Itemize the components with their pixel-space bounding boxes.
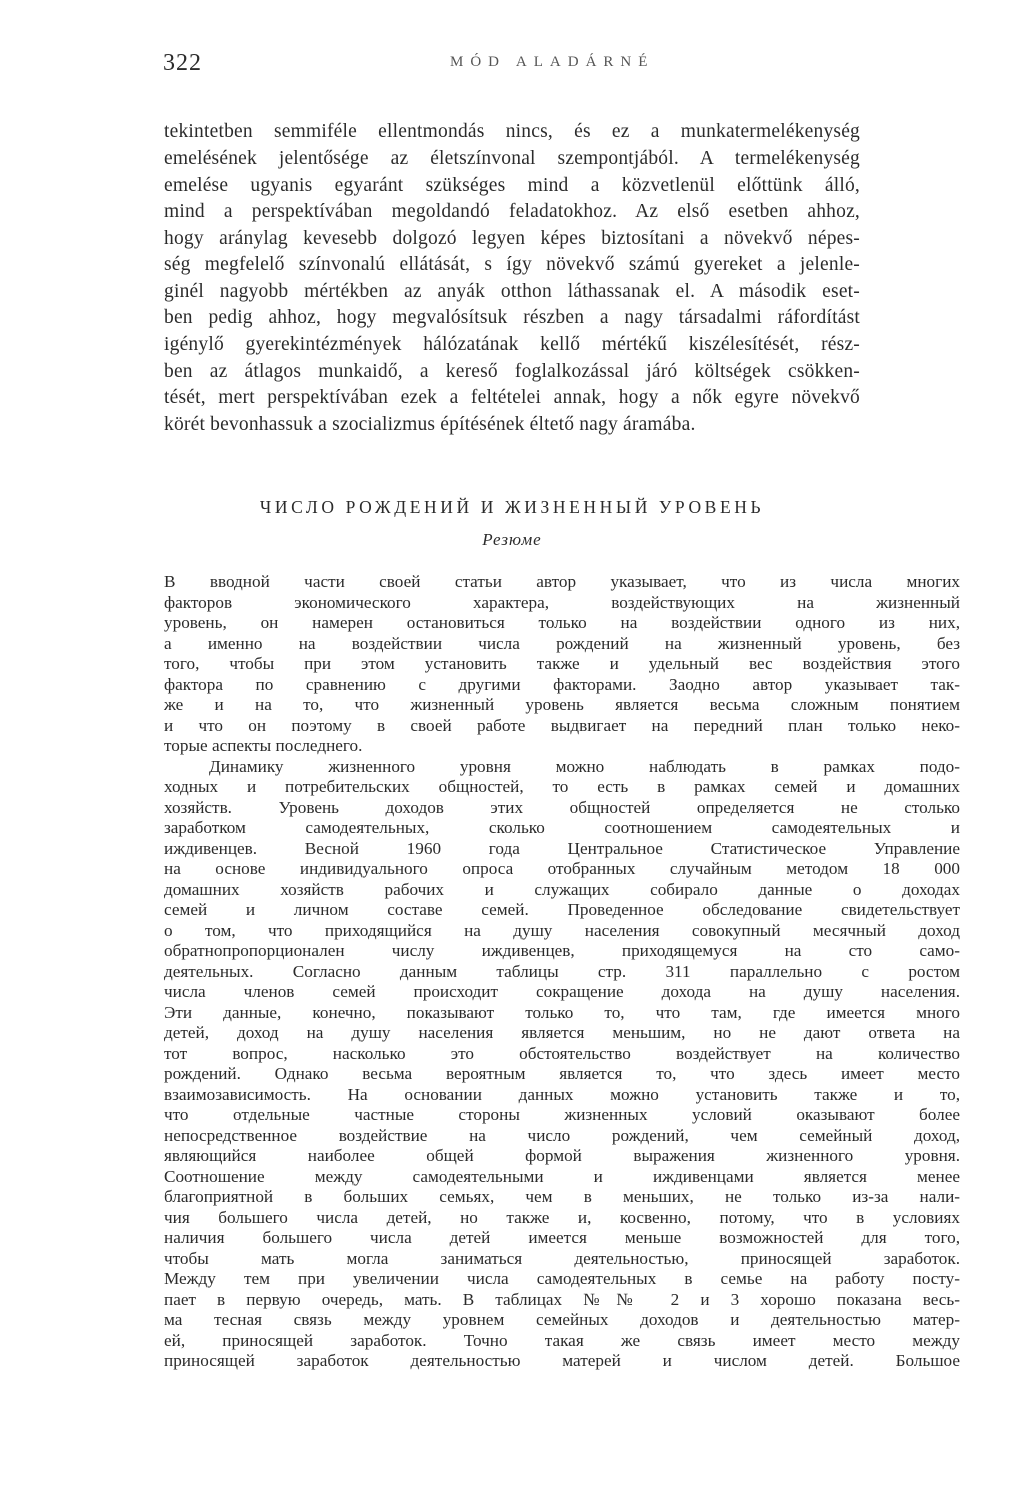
text-line: ginél nagyobb mértékben az anyák otthon láthassanak el. A második eset- <box>164 281 860 302</box>
text-line: ség megfelelő színvonalú ellátását, s így növekvő számú gyereket a jelenle- <box>164 254 860 275</box>
text-line: mind a perspektívában megoldandó feladatokhoz. Az első esetben ahhoz, <box>164 201 860 222</box>
text-line: непосредственное воздействие на число рождений, чем семейный доход, <box>164 1126 960 1145</box>
text-line: о том, что приходящийся на душу населения совокупный месячный доход <box>164 921 960 940</box>
text-line: пает в первую очередь, мать. В таблицах №№ 2 и 3 хорошо показана весь- <box>164 1290 960 1309</box>
text-line: Эти данные, конечно, показывают только то, что там, где имеется много <box>164 1003 960 1022</box>
text-line: уровень, он намерен остановиться только на воздействии одного из них, <box>164 613 960 632</box>
text-line: числа членов семей происходит сокращение дохода на душу населения. <box>164 982 960 1001</box>
text-line: körét bevonhassuk a szocializmus építésének éltető nagy áramába. <box>164 414 696 435</box>
text-line: ben pedig ahhoz, hogy megvalósítsuk részben a nagy társadalmi ráfordítást <box>164 307 860 328</box>
text-line: семей и личном составе семей. Проведенное обследование свидетельствует <box>164 900 960 919</box>
text-line: В вводной части своей статьи автор указывает, что из числа многих <box>164 572 960 591</box>
text-line: ben az átlagos munkaidő, a kereső foglalkozással járó költségek csökken- <box>164 361 860 382</box>
text-line: чия большего числа детей, но также и, косвенно, потому, что в условиях <box>164 1208 960 1227</box>
text-line: tését, mert perspektívában ezek a feltételei annak, hogy a nők egyre növekvő <box>164 387 860 408</box>
page-number: 322 <box>163 50 202 76</box>
summary-subtitle: Резюме <box>482 530 542 549</box>
text-line: взаимозависимость. На основании данных можно установить также и то, <box>164 1085 960 1104</box>
text-line: приносящей заработок деятельностью матерей и числом детей. Большое <box>164 1351 960 1370</box>
text-line: фактора по сравнению с другими факторами. Заодно автор указывает так- <box>164 675 960 694</box>
text-line: тот вопрос, насколько это обстоятельство воздействует на количество <box>164 1044 960 1063</box>
text-line: на основе индивидуального опроса отобранных случайным методом 18 000 <box>164 859 960 878</box>
text-line: Соотношение между самодеятельными и иждивенцами является менее <box>164 1167 960 1186</box>
text-line: ходных и потребительских общностей, то есть в рамках семей и домашних <box>164 777 960 796</box>
text-line: хозяйств. Уровень доходов этих общностей определяется не столько <box>164 798 960 817</box>
text-line: ма тесная связь между уровнем семейных доходов и деятельностью матер- <box>164 1310 960 1329</box>
summary-title: ЧИСЛО РОЖДЕНИЙ И ЖИЗНЕННЫЙ УРОВЕНЬ <box>259 497 765 517</box>
text-line: торые аспекты последнего. <box>164 736 363 755</box>
text-line: факторов экономического характера, воздействующих на жизненный <box>164 593 960 612</box>
text-line: hogy aránylag kevesebb dolgozó legyen képes biztosítani a növekvő népes- <box>164 228 860 249</box>
text-line: детей, доход на душу населения является меньшим, но не дают ответа на <box>164 1023 960 1042</box>
text-line: и что он поэтому в своей работе выдвигает на передний план только неко- <box>164 716 960 735</box>
text-line: emelése ugyanis egyaránt szükséges mind a közvetlenül előttünk álló, <box>164 175 860 196</box>
text-line: а именно на воздействии числа рождений на жизненный уровень, без <box>164 634 960 653</box>
text-line: иждивенцев. Весной 1960 года Центральное Статистическое Управление <box>164 839 960 858</box>
text-line: деятельных. Согласно данным таблицы стр. 311 параллельно с ростом <box>164 962 960 981</box>
text-line: tekintetben semmiféle ellentmondás nincs, és ez a munkatermelékenység <box>164 121 860 142</box>
text-line: обратнопропорционален числу иждивенцев, приходящемуся на сто само- <box>164 941 960 960</box>
text-line: emelésének jelentősége az életszínvonal szempontjából. A termelékenység <box>164 148 860 169</box>
text-line: наличия большего числа детей имеется меньше возможностей для того, <box>164 1228 960 1247</box>
text-line: что отдельные частные стороны жизненных условий оказывают более <box>164 1105 960 1124</box>
text-line: заработком самодеятельных, сколько соотношением самодеятельных и <box>164 818 960 837</box>
text-line: чтобы мать могла заниматься деятельностью, приносящей заработок. <box>164 1249 960 1268</box>
text-line: благоприятной в больших семьях, чем в меньших, не только из-за нали- <box>164 1187 960 1206</box>
text-line: же и на то, что жизненный уровень является весьма сложным понятием <box>164 695 960 714</box>
text-line: Между тем при увеличении числа самодеятельных в семье на работу посту- <box>164 1269 960 1288</box>
text-line: igénylő gyerekintézmények hálózatának kellő mértékű kiszélesítését, rész- <box>164 334 860 355</box>
text-line: домашних хозяйств рабочих и служащих собирало данные о доходах <box>164 880 960 899</box>
text-line: рождений. Однако весьма вероятным является то, что здесь имеет место <box>164 1064 960 1083</box>
text-line: Динамику жизненного уровня можно наблюдать в рамках подо- <box>209 757 960 776</box>
running-head: MÓD ALADÁRNÉ <box>450 54 655 70</box>
text-line: того, чтобы при этом установить также и удельный вес воздействия этого <box>164 654 960 673</box>
text-line: являющийся наиболее общей формой выражения жизненного уровня. <box>164 1146 960 1165</box>
text-line: ей, приносящей заработок. Точно такая же связь имеет место между <box>164 1331 960 1350</box>
